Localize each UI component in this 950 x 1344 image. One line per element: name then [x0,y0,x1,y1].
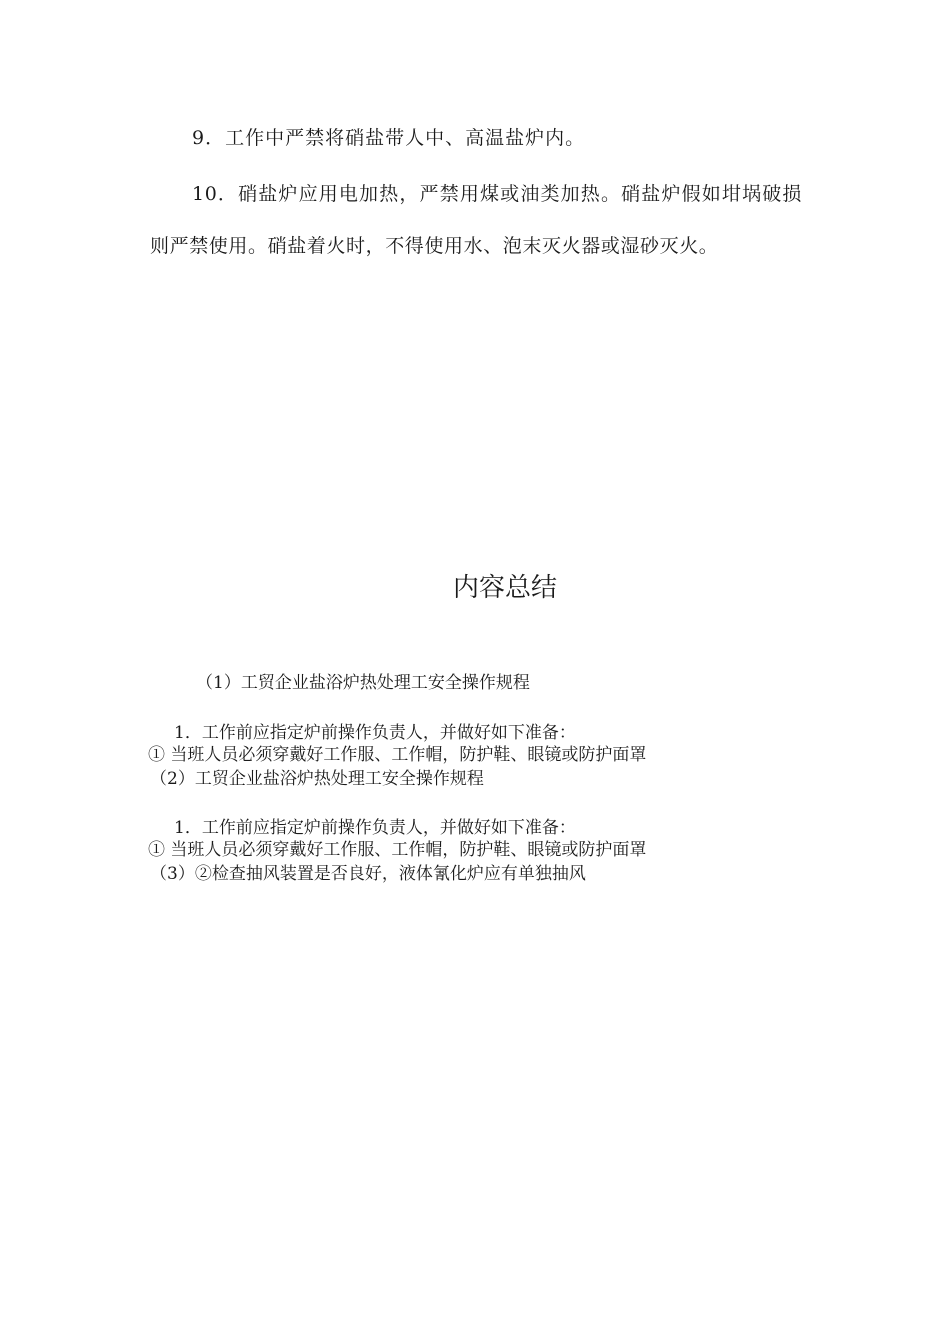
summary-item-1-heading: （1）工贸企业盐浴炉热处理工安全操作规程 [196,673,530,693]
summary-item-2-step: 1．工作前应指定炉前操作负责人，并做好如下准备： [174,818,576,838]
summary-item-2-heading: （2）工贸企业盐浴炉热处理工安全操作规程 [150,769,484,789]
paragraph-item-9: 9．工作中严禁将硝盐带人中、高温盐炉内。 [192,127,586,149]
summary-item-1-detail: ① 当班人员必须穿戴好工作服、工作帽，防护鞋、眼镜或防护面罩 [148,745,647,765]
summary-title: 内容总结 [452,573,557,603]
summary-item-1-step: 1．工作前应指定炉前操作负责人，并做好如下准备： [174,723,576,743]
paragraph-item-10: 10．硝盐炉应用电加热，严禁用煤或油类加热。硝盐炉假如坩埚破损则严禁使用。硝盐着火时，不得使用水、泡末灭火器或湿砂灭火。 [150,183,802,257]
summary-item-3-heading: （3）②检查抽风装置是否良好，液体氰化炉应有单独抽风 [150,864,586,884]
summary-item-2-detail: ① 当班人员必须穿戴好工作服、工作帽，防护鞋、眼镜或防护面罩 [148,840,647,860]
